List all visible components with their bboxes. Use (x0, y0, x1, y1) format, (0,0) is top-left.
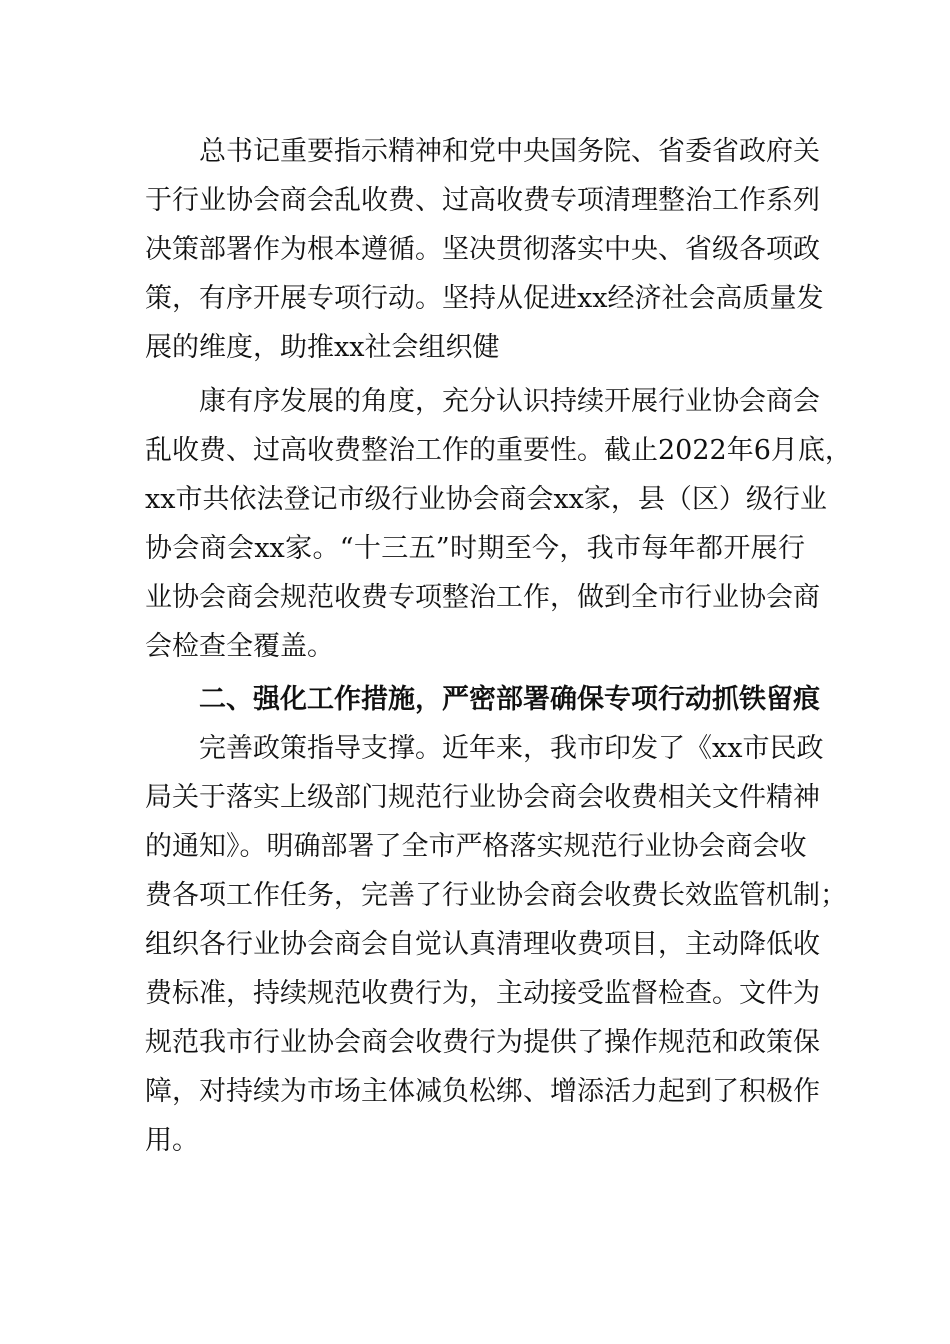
paragraph-3-line-1: 完善政策指导支撑。近年来，我市印发了《xx市民政 (199, 733, 824, 764)
section-heading: 二、强化工作措施，严密部署确保专项行动抓铁留痕 (199, 684, 820, 715)
paragraph-3-line-7: 规范我市行业协会商会收费行为提供了操作规范和政策保 (145, 1027, 820, 1058)
paragraph-2-line-1: 康有序发展的角度，充分认识持续开展行业协会商会 (199, 386, 820, 417)
paragraph-2-line-4: 协会商会xx家。“十三五”时期至今，我市每年都开展行 (145, 533, 805, 564)
paragraph-1-line-2: 于行业协会商会乱收费、过高收费专项清理整治工作系列 (145, 185, 820, 216)
paragraph-3-line-8: 障，对持续为市场主体减负松绑、增添活力起到了积极作 (145, 1076, 820, 1107)
paragraph-3-line-6: 费标准，持续规范收费行为，主动接受监督检查。文件为 (145, 978, 820, 1009)
paragraph-3-line-2: 局关于落实上级部门规范行业协会商会收费相关文件精神 (145, 782, 820, 813)
paragraph-2-line-5: 业协会商会规范收费专项整治工作，做到全市行业协会商 (145, 582, 820, 613)
paragraph-3-line-3: 的通知》。明确部署了全市严格落实规范行业协会商会收 (145, 831, 807, 862)
paragraph-3-line-5: 组织各行业协会商会自觉认真清理收费项目，主动降低收 (145, 929, 820, 960)
paragraph-3-line-4: 费各项工作任务，完善了行业协会商会收费长效监管机制； (145, 880, 847, 911)
paragraph-1-line-3: 决策部署作为根本遵循。坚决贯彻落实中央、省级各项政 (145, 234, 820, 265)
paragraph-2-line-3: xx市共依法登记市级行业协会商会xx家，县（区）级行业 (145, 484, 827, 515)
paragraph-2-line-6: 会检查全覆盖。 (145, 631, 334, 662)
paragraph-1-line-1: 总书记重要指示精神和党中央国务院、省委省政府关 (199, 136, 820, 167)
paragraph-3-line-9: 用。 (145, 1125, 199, 1156)
paragraph-1-line-4: 策，有序开展专项行动。坚持从促进xx经济社会高质量发 (145, 283, 824, 314)
paragraph-1-line-5: 展的维度，助推xx社会组织健 (145, 332, 500, 363)
paragraph-2-line-2: 乱收费、过高收费整治工作的重要性。截止2022年6月底， (145, 435, 852, 466)
